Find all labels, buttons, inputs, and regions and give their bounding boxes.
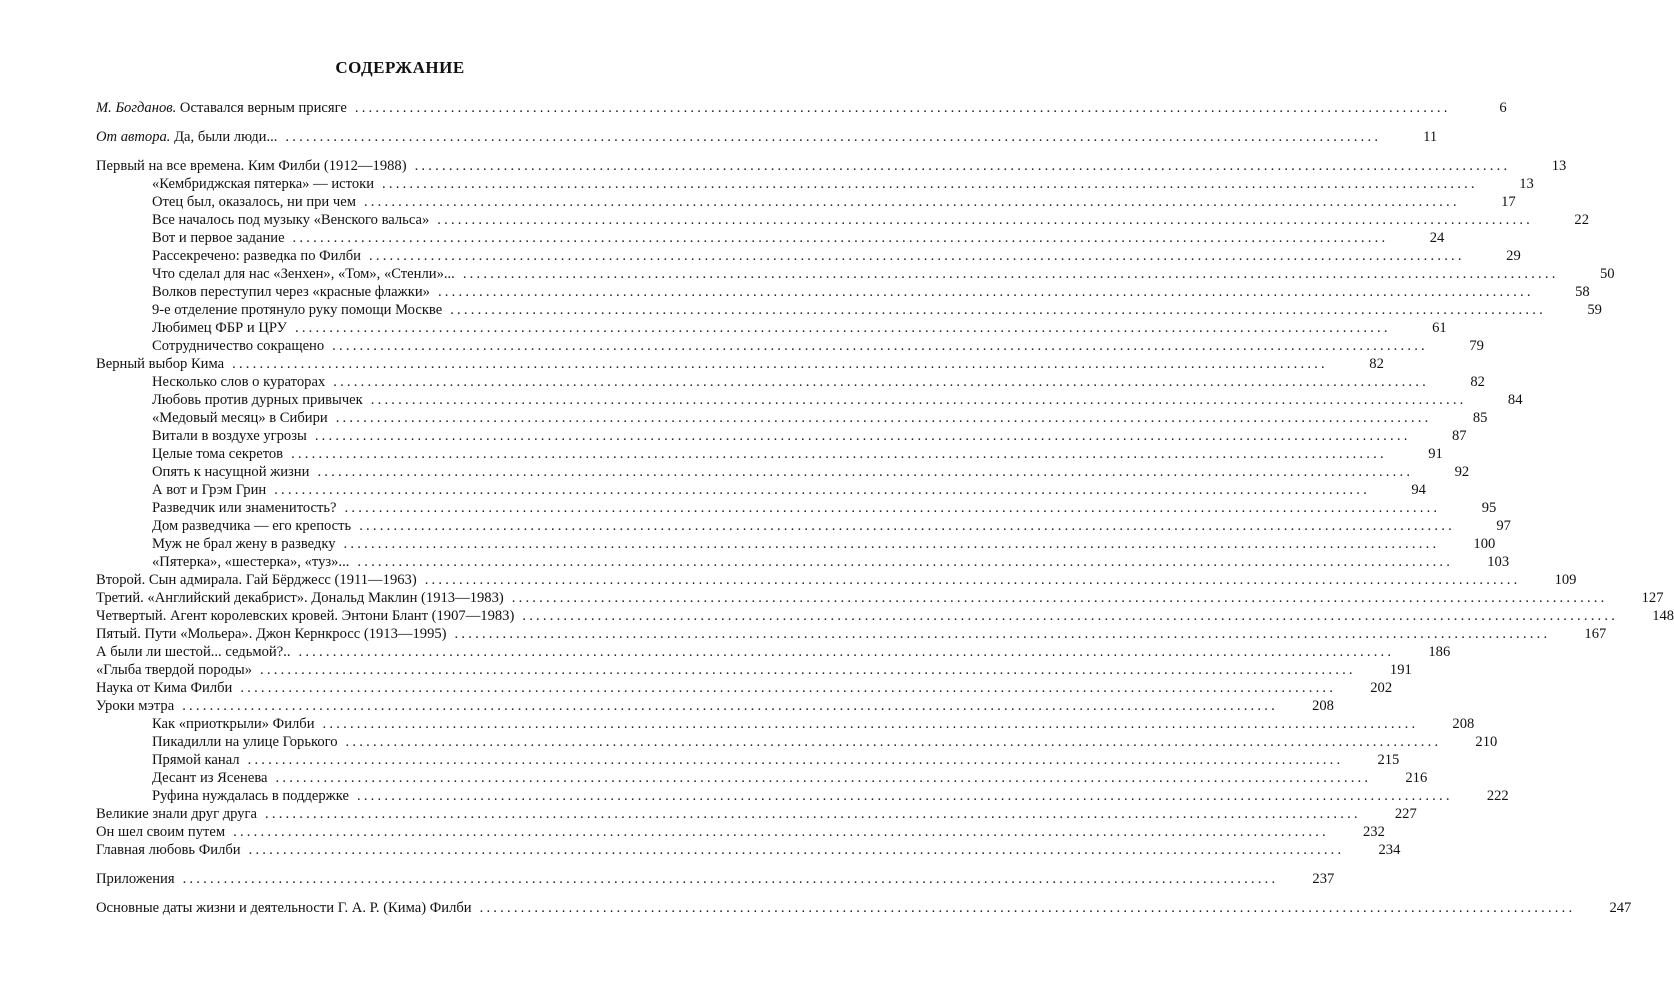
toc-entry-text: Вот и первое задание — [152, 230, 285, 246]
toc-entry — [96, 697, 1334, 715]
toc-entry-title — [152, 751, 240, 769]
toc-entry-text: Пикадилли на улице Горького — [152, 734, 338, 750]
toc-subentry — [96, 769, 1428, 787]
toc-subentry — [96, 319, 1447, 337]
dot-leader: ................................................................................................................................................................ — [437, 212, 1534, 228]
dot-leader: ................................................................................................................................................................ — [343, 536, 1440, 552]
toc-page-number: 13 — [1519, 176, 1534, 192]
toc-entry-title — [152, 283, 430, 301]
toc-entry-text: Опять к насущной жизни — [152, 464, 310, 480]
toc-entry — [96, 870, 1335, 888]
toc-subentry — [96, 265, 1615, 283]
toc-entry-title — [152, 427, 307, 445]
toc-entry-title — [152, 733, 338, 751]
toc-entry-text: 9-е отделение протянуло руку помощи Москве — [152, 302, 443, 318]
toc-subentry — [96, 499, 1497, 517]
toc-page-number: 202 — [1370, 680, 1393, 696]
dot-leader: ................................................................................................................................................................ — [332, 338, 1428, 354]
toc-entry-text: Второй. Сын адмирала. Гай Бёрджесс (1911—1963) — [96, 572, 417, 588]
dot-leader: ................................................................................................................................................................ — [414, 158, 1511, 174]
dot-leader: ................................................................................................................................................................ — [275, 770, 1372, 786]
toc-entry-title — [152, 229, 285, 247]
toc-page-number: 85 — [1472, 410, 1488, 426]
toc-entry-text: Все началось под музыку «Венского вальса» — [152, 212, 430, 228]
dot-leader: ................................................................................................................................................................ — [265, 806, 1361, 822]
toc-entry-title — [96, 625, 447, 643]
dot-leader: ................................................................................................................................................................ — [232, 356, 1328, 372]
toc-entry-text: Верный выбор Кима — [96, 356, 225, 372]
toc-entry-text: Волков переступил через «красные флажки» — [152, 284, 430, 300]
toc-entry-title — [152, 715, 315, 733]
toc-entry-title — [96, 355, 224, 373]
toc-page-number: 95 — [1481, 500, 1497, 516]
toc-subentry — [96, 247, 1521, 265]
dot-leader: ................................................................................................................................................................ — [233, 824, 1329, 840]
toc-subentry — [96, 481, 1426, 499]
toc-page-number: 29 — [1506, 248, 1521, 264]
toc-page-number: 191 — [1389, 662, 1412, 678]
toc-page-number: 237 — [1312, 871, 1335, 887]
toc-page-number: 100 — [1473, 536, 1496, 552]
toc-entry — [96, 661, 1412, 679]
toc-entry-text: Любовь против дурных привычек — [152, 392, 363, 408]
toc-page-number: 222 — [1486, 788, 1509, 804]
dot-leader: ................................................................................................................................................................ — [424, 572, 1521, 588]
toc-entry-title — [96, 571, 417, 589]
toc-page-number: 50 — [1599, 266, 1615, 282]
toc-entry-text: А были ли шестой... седьмой?.. — [96, 644, 291, 660]
toc-entry-text: Десант из Ясенева — [152, 770, 268, 786]
toc-entry-title — [152, 787, 349, 805]
toc-subentry — [96, 751, 1400, 769]
toc-page-number: 247 — [1609, 900, 1632, 916]
toc-subentry — [96, 535, 1496, 553]
toc-page-number: 148 — [1652, 608, 1674, 624]
toc-entry-text: Пятый. Пути «Мольера». Джон Кернкросс (1913—1995) — [96, 626, 447, 642]
toc-page-number: 91 — [1428, 446, 1443, 462]
toc-entry-title — [96, 899, 472, 917]
toc-page-number: 210 — [1475, 734, 1498, 750]
toc-entry-title — [96, 99, 347, 117]
toc-entry-title — [96, 607, 514, 625]
toc-subentry — [96, 733, 1498, 751]
dot-leader: ................................................................................................................................................................ — [356, 788, 1453, 804]
toc-entry-title — [152, 337, 324, 355]
dot-leader: ................................................................................................................................................................ — [317, 464, 1414, 480]
toc-page-number: 208 — [1452, 716, 1475, 732]
toc-page-number: 127 — [1641, 590, 1664, 606]
toc-entry-text: «Медовый месяц» в Сибири — [152, 410, 328, 426]
toc-entry — [96, 805, 1417, 823]
toc-entry-text: Третий. «Английский декабрист». Дональд Маклин (1913—1983) — [96, 590, 504, 606]
toc-entry-title — [152, 517, 351, 535]
dot-leader: ................................................................................................................................................................ — [247, 752, 1344, 768]
dot-leader: ................................................................................................................................................................ — [522, 608, 1619, 624]
toc-subentry — [96, 463, 1470, 481]
dot-leader: ................................................................................................................................................................ — [291, 446, 1387, 462]
toc-subentry — [96, 175, 1534, 193]
dot-leader: ................................................................................................................................................................ — [285, 129, 1382, 145]
toc-entry-title — [96, 841, 241, 859]
toc-entry-text: Главная любовь Филби — [96, 842, 241, 858]
toc-entry-title — [152, 193, 356, 211]
toc-page-number: 87 — [1451, 428, 1467, 444]
toc-entry-text: Отец был, оказалось, ни при чем — [152, 194, 356, 210]
toc-page-number: 59 — [1587, 302, 1602, 318]
toc-subentry — [96, 445, 1443, 463]
toc-page-number: 208 — [1312, 698, 1334, 714]
toc-page-number: 61 — [1432, 320, 1447, 336]
toc-entry — [96, 128, 1438, 146]
dot-leader: ................................................................................................................................................................ — [450, 302, 1546, 318]
toc-entry-title — [96, 805, 257, 823]
toc-entry-text: «Пятерка», «шестерка», «туз»... — [152, 554, 350, 570]
toc-page-number: 79 — [1469, 338, 1484, 354]
toc-entry-text: Он шел своим путем — [96, 824, 226, 840]
toc-entry-text: Наука от Кима Филби — [96, 680, 233, 696]
toc-entry-text: Целые тома секретов — [152, 446, 284, 462]
toc-entry — [96, 841, 1401, 859]
toc-entry — [96, 899, 1632, 917]
toc-entry-title — [96, 643, 290, 661]
dot-leader: ................................................................................................................................................................ — [354, 100, 1451, 116]
toc-page-number: 215 — [1377, 752, 1400, 768]
toc-page-number: 234 — [1378, 842, 1401, 858]
toc-subentry — [96, 715, 1475, 733]
toc-entry-title — [152, 535, 336, 553]
dot-leader: ................................................................................................................................................................ — [294, 320, 1391, 336]
toc-page-number: 22 — [1574, 212, 1590, 228]
toc-entry-title — [152, 445, 283, 463]
toc-subentry — [96, 553, 1510, 571]
toc-entry — [96, 355, 1384, 373]
dot-leader: ................................................................................................................................................................ — [248, 842, 1345, 858]
toc-entry-text: А вот и Грэм Грин — [152, 482, 267, 498]
dot-leader: ................................................................................................................................................................ — [314, 428, 1411, 444]
toc-page-number: 216 — [1405, 770, 1428, 786]
dot-leader: ................................................................................................................................................................ — [335, 410, 1432, 426]
toc-entry-title — [96, 128, 277, 146]
toc-entry-text: Первый на все времена. Ким Филби (1912—1988) — [96, 158, 407, 174]
toc-entry-title — [152, 553, 349, 571]
toc-entry — [96, 157, 1567, 175]
toc-entry-title — [152, 265, 455, 283]
toc-subentry — [96, 409, 1488, 427]
toc-subentry — [96, 391, 1523, 409]
toc-entry-text: Что сделал для нас «Зенхен», «Том», «Стенли»... — [152, 266, 455, 282]
toc-entry-title — [96, 157, 407, 175]
toc-entry-author: М. Богданов. — [96, 100, 177, 116]
toc-entry-text: Прямой канал — [152, 752, 240, 768]
toc-page-number: 109 — [1554, 572, 1577, 588]
dot-leader: ................................................................................................................................................................ — [298, 644, 1395, 660]
toc-entry-title — [96, 679, 232, 697]
toc-page-number: 84 — [1507, 392, 1523, 408]
toc-entry — [96, 607, 1674, 625]
toc-entry-title — [96, 589, 504, 607]
dot-leader: ................................................................................................................................................................ — [382, 176, 1478, 192]
toc-entry-text: «Кембриджская пятерка» — истоки — [152, 176, 375, 192]
toc-subentry — [96, 229, 1445, 247]
toc-page-number: 103 — [1487, 554, 1510, 570]
toc-page-number: 167 — [1584, 626, 1607, 642]
toc-subentry — [96, 787, 1509, 805]
toc-page-number: 24 — [1429, 230, 1445, 246]
toc-entry-text: Руфина нуждалась в поддержке — [152, 788, 349, 804]
toc-entry-title — [152, 481, 266, 499]
toc-entry-title — [152, 409, 328, 427]
toc-entry-title — [152, 247, 361, 265]
toc-entry-text: Четвертый. Агент королевских кровей. Энтони Блант (1907—1983) — [96, 608, 515, 624]
toc-page-number: 13 — [1551, 158, 1567, 174]
toc-entry-text: Основные даты жизни и деятельности Г. А. Р. (Кима) Филби — [96, 900, 472, 916]
dot-leader: ................................................................................................................................................................ — [357, 554, 1454, 570]
toc-entry-text: Витали в воздухе угрозы — [152, 428, 307, 444]
toc-entry-title — [152, 499, 337, 517]
toc-page-number: 92 — [1454, 464, 1470, 480]
toc-subentry — [96, 517, 1511, 535]
toc-entry-text: Муж не брал жену в разведку — [152, 536, 336, 552]
toc-entry — [96, 589, 1664, 607]
dot-leader: ................................................................................................................................................................ — [511, 590, 1608, 606]
toc-entry — [96, 679, 1393, 697]
toc-entry-text: Великие знали друг друга — [96, 806, 258, 822]
toc-entry-text: «Глыба твердой породы» — [96, 662, 253, 678]
toc-entry-title — [152, 769, 268, 787]
toc-entry-text: Приложения — [96, 871, 175, 887]
dot-leader: ................................................................................................................................................................ — [322, 716, 1419, 732]
toc-page-number: 186 — [1428, 644, 1451, 660]
toc-entry-title — [96, 823, 225, 841]
toc-page-number: 82 — [1470, 374, 1485, 390]
toc-entry-text: Дом разведчика — его крепость — [152, 518, 352, 534]
toc-entry-text: Несколько слов о кураторах — [152, 374, 326, 390]
toc-entry — [96, 571, 1577, 589]
toc-entry-text: Любимец ФБР и ЦРУ — [152, 320, 287, 336]
toc-entry-text: Да, были люди... — [174, 129, 278, 145]
toc-entry-author: От автора. — [96, 129, 171, 145]
dot-leader: ................................................................................................................................................................ — [333, 374, 1429, 390]
toc-entry-title — [96, 661, 252, 679]
table-of-contents — [96, 99, 1674, 917]
dot-leader: ................................................................................................................................................................ — [182, 871, 1279, 887]
toc-entry-text: Сотрудничество сокращено — [152, 338, 325, 354]
dot-leader: ................................................................................................................................................................ — [359, 518, 1455, 534]
toc-entry-title — [152, 391, 363, 409]
dot-leader: ................................................................................................................................................................ — [363, 194, 1460, 210]
toc-entry-text: Оставался верным присяге — [179, 100, 347, 116]
toc-page-number: 232 — [1362, 824, 1385, 840]
toc-entry-text: Разведчик или знаменитость? — [152, 500, 337, 516]
toc-page-number: 97 — [1496, 518, 1511, 534]
toc-page-number: 227 — [1394, 806, 1417, 822]
toc-subentry — [96, 283, 1590, 301]
toc-subentry — [96, 373, 1485, 391]
dot-leader: ................................................................................................................................................................ — [369, 248, 1465, 264]
dot-leader: ................................................................................................................................................................ — [240, 680, 1337, 696]
toc-subentry — [96, 211, 1590, 229]
toc-entry — [96, 625, 1607, 643]
toc-entry-title — [152, 175, 374, 193]
dot-leader: ................................................................................................................................................................ — [454, 626, 1551, 642]
toc-entry-text: Как «приоткрыли» Филби — [152, 716, 315, 732]
toc-subentry — [96, 427, 1467, 445]
toc-page-number: 94 — [1411, 482, 1426, 498]
toc-entry-title — [152, 301, 442, 319]
toc-entry-title — [96, 697, 174, 715]
dot-leader: ................................................................................................................................................................ — [274, 482, 1370, 498]
toc-entry-title — [152, 211, 429, 229]
dot-leader: ................................................................................................................................................................ — [437, 284, 1534, 300]
toc-entry-text: Рассекречено: разведка по Филби — [152, 248, 361, 264]
toc-subentry — [96, 301, 1602, 319]
dot-leader: ................................................................................................................................................................ — [260, 662, 1356, 678]
toc-entry — [96, 643, 1451, 661]
toc-page-number: 58 — [1575, 284, 1590, 300]
dot-leader: ................................................................................................................................................................ — [479, 900, 1576, 916]
toc-entry-text: Уроки мэтра — [96, 698, 175, 714]
toc-subentry — [96, 193, 1516, 211]
dot-leader: ................................................................................................................................................................ — [182, 698, 1278, 714]
contents-heading: СОДЕРЖАНИЕ — [335, 58, 465, 77]
toc-entry-title — [152, 373, 325, 391]
toc-page-number: 17 — [1501, 194, 1516, 210]
dot-leader: ................................................................................................................................................................ — [370, 392, 1467, 408]
dot-leader: ................................................................................................................................................................ — [292, 230, 1389, 246]
toc-entry — [96, 99, 1507, 117]
toc-entry-title — [152, 463, 309, 481]
toc-subentry — [96, 337, 1484, 355]
toc-page-number: 11 — [1423, 129, 1438, 145]
toc-page-number: 6 — [1499, 100, 1507, 116]
toc-entry-title — [152, 319, 287, 337]
dot-leader: ................................................................................................................................................................ — [345, 734, 1442, 750]
toc-entry-title — [96, 870, 175, 888]
dot-leader: ................................................................................................................................................................ — [344, 500, 1441, 516]
dot-leader: ................................................................................................................................................................ — [462, 266, 1559, 282]
toc-page-number: 82 — [1369, 356, 1384, 372]
toc-entry — [96, 823, 1385, 841]
